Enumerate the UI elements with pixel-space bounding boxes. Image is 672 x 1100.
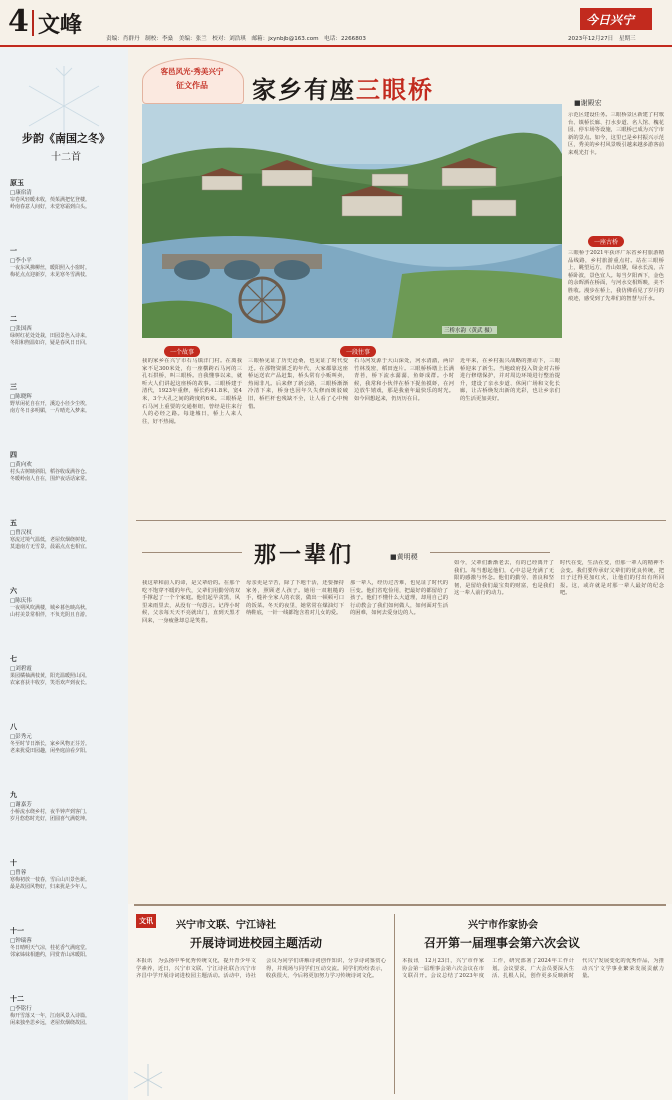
- poem-series-subtitle: 十二首: [51, 152, 81, 163]
- poem-line: 冬阳和煦温如许，疑是春风日日回。: [10, 340, 91, 346]
- feature-author: ■谢殿宏: [574, 99, 602, 107]
- poem-line: 岁月悠悠时光好，团圆喜气满乾坤。: [10, 816, 91, 822]
- news-left-title-2: 开展诗词进校园主题活动: [190, 936, 323, 950]
- photo-caption: 三桥水韵（黄武 摄）: [444, 328, 496, 334]
- feature-badge-3: 一段往事: [340, 346, 376, 357]
- poem-author: □钟瑞蓉: [10, 938, 32, 944]
- poem-number: 六: [10, 587, 17, 595]
- poem-line: 山村美景常相伴，不负光阴且自游。: [10, 612, 91, 618]
- page-title: 文峰: [38, 13, 83, 38]
- banner-line1: 客邑风光·秀美兴宁: [160, 67, 224, 76]
- essay-title-rule-left: [142, 552, 242, 553]
- essay-col-1: 我这辈和前人的命，是父辈给的。在那个吃不饱穿不暖的年代，父辈们用勤劳的双手撑起了一个个家庭。他们起早贪黑，风里来雨里去，从没有一句怨言。记得小时候，父亲每天天不亮就出门，直到天黑才回来，一身疲惫却总是笑着。: [142, 580, 240, 624]
- poem-author: □谢嘉芳: [10, 802, 32, 808]
- poem-number: 七: [10, 655, 17, 663]
- news-top-rule: [134, 904, 666, 906]
- poem-number: 九: [10, 791, 17, 799]
- poem-number: 原玉: [10, 179, 24, 187]
- poem-line: 莫道南方无雪景，晨霜点点也相宜。: [10, 544, 91, 550]
- snowflake-icon: [128, 1060, 168, 1100]
- poem-number: 十: [10, 859, 17, 867]
- news-left-title-1: 兴宁市文联、宁江诗社: [176, 920, 276, 931]
- poem-line: 村头古树映斜阳，稻谷收成满谷仓。: [10, 469, 91, 475]
- feature-right-text: 示范区建设任务。三眼桥景区新建了村歌台、镇桥长廊、打水步道、名人馆、槐花园、停车场等设施，三眼桥已成为兴宁市新的景点。如今，这里已是乡村振兴示范区，秀美的乡村风景吸引越来越多游客前来观光打卡。: [568, 112, 664, 156]
- poem-author: □曾蓉: [10, 870, 27, 876]
- news-right-title-2: 召开第一届理事会第六次会议: [424, 936, 581, 950]
- poem-line: 最是故园风物好，归来犹是少年人。: [10, 884, 91, 890]
- poem-line: 冬日晴明天气凉，桂花香气满庭堂。: [10, 945, 91, 951]
- feature-bottom-rule: [136, 520, 666, 521]
- news-tag: 文讯: [136, 914, 156, 928]
- poem-line: 农家喜获丰收岁，笑语欢声到夜长。: [10, 680, 91, 686]
- poem-author: □康宿清: [10, 190, 32, 196]
- paper-name: 今日兴宁: [586, 13, 635, 27]
- feature-col-3: 石马河发源于大山深处，河水清澈，两岸竹林茂密，稻田连片。三眼桥桥墩上长满青苔，桥下流水潺潺，鱼虾成群。小时候，我常和小伙伴在桥下捉鱼摸虾，在河边放牛嬉戏，那是我童年最快乐的时光。如今回想起来，仍历历在目。: [354, 358, 454, 402]
- feature-badge-1: 一座古桥: [588, 236, 624, 247]
- poem-line: 绿树红花处处栽，田园景色入诗来。: [10, 333, 91, 339]
- masthead-rule: [0, 45, 672, 47]
- masthead-divider: [32, 10, 34, 36]
- news-right-title-1: 兴宁市作家协会: [468, 920, 538, 931]
- poem-line: 一夜朔风吹满楼，城乡暮色映高秋。: [10, 605, 91, 611]
- poem-line: 寒流过境气温低，老屋炊烟绕树枝。: [10, 537, 91, 543]
- poem-line: 岭南春意人间好，未觉寒霜到白头。: [10, 204, 91, 210]
- poem-line: 老来犹爱田园趣，闲坐庭前看夕阳。: [10, 748, 91, 754]
- essay-author: ■黄明稷: [390, 553, 418, 561]
- poem-number: 八: [10, 723, 17, 731]
- poem-author: □陈庆伟: [10, 598, 32, 604]
- poem-line: 一夜东风拂柳丝，暖阳照入小窗时。: [10, 265, 91, 271]
- village-bridge-illustration: [142, 104, 562, 338]
- poem-line: 南方冬日多明媚，一片晴光入梦来。: [10, 408, 91, 414]
- poem-line: 冬暖岭南人自在，围炉夜话话家常。: [10, 476, 91, 482]
- essay-col-5: 时代在变，生活在变，但那一辈人的精神不会变。我们要传承好父辈们的优良传统，把日子过得更加红火，让他们的付出有所回报。这，或许就是对那一辈人最好的纪念吧。: [560, 560, 664, 597]
- feature-col-4: 近年来，在乡村振兴战略的推动下，三眼桥迎来了新生。当地政府投入资金对古桥进行修缮保护，并对周边环境进行整治提升，建设了亲水步道、休闲广场和文化长廊，让古桥焕发出新的光彩，也让乡亲们的生活更加美好。: [460, 358, 560, 402]
- poem-author: □彭秀元: [10, 734, 32, 740]
- feature-title-prefix: 家乡有座: [252, 75, 356, 104]
- news-divider: [394, 914, 395, 1094]
- poem-author: □李铭行: [10, 1006, 32, 1012]
- feature-title: [252, 70, 434, 105]
- poem-author: □陈晓辉: [10, 394, 32, 400]
- essay-col-3: 那一辈人，经历过苦难，也见证了时代的巨变。他们省吃俭用，把最好的都留给了孩子。他们不懂什么大道理，却用自己的行动教会了我们如何做人，如何面对生活的困难，如何去爱身边的人。: [350, 580, 448, 617]
- credits-line: 责编：肖群丹 制校：李燊 美编：张兰 校对：刘浩琪 邮箱：jxynbjb@163.com 电话：2266803: [106, 36, 366, 42]
- feature-badge-2: 一个故事: [164, 346, 200, 357]
- essay-col-2: 母亲更是辛苦，除了下地干活，还要操持家务，照顾老人孩子。她用一双粗糙的手，缝补全家人的衣裳，做出一顿顿可口的饭菜。冬天的夜里，她常常在煤油灯下纳鞋底，一针一线都饱含着对儿女的爱。: [246, 580, 344, 617]
- poem-author: □张国西: [10, 326, 32, 332]
- poem-series-title: 步韵《南国之冬》: [22, 132, 110, 145]
- poem-line: 寒梅初放一枝春，雪后山川景色新。: [10, 877, 91, 883]
- poem-number: 十二: [10, 995, 24, 1003]
- poem-author: □刘碧霞: [10, 666, 32, 672]
- poem-line: 梅开雪落又一年，江南风景入诗篇。: [10, 1013, 91, 1019]
- essay-col-4: 如今，父辈们渐渐老去，有的已经离开了我们。每当想起他们，心中总是充满了无限的感激与怀念。他们的勤劳、善良和坚韧，是留给我们最宝贵的财富，也是我们这一辈人前行的动力。: [454, 560, 554, 597]
- date-line: 2023年12月27日 星期三: [568, 36, 636, 42]
- feature-title-highlight: 三眼桥: [356, 75, 434, 104]
- feature-banner: [142, 58, 242, 102]
- poem-number: 三: [10, 383, 17, 391]
- poem-line: 果园橘柚满枝黄，阳光温暖照山冈。: [10, 673, 91, 679]
- poem-number: 二: [10, 315, 17, 323]
- news-right-text: 本报讯 12月23日，兴宁市作家协会第一届理事会第六次会议在市文联召开。会议总结了2023年度工作，研究部署了2024年工作计划。会议要求，广大会员要深入生活、扎根人民，创作更多反映新时代兴宁发展变化的优秀作品，为推动兴宁文学事业繁荣发展贡献力量。: [402, 958, 664, 980]
- poem-line: 邻家姊妹相邀约，同赏青山沐暖阳。: [10, 952, 91, 958]
- poem-line: 闲来独坐思乡远，老屋炊烟绕故园。: [10, 1020, 91, 1026]
- masthead: [0, 0, 672, 52]
- poem-column: [0, 48, 128, 1100]
- essay-title: 那一辈们: [254, 542, 355, 568]
- news-section: [128, 904, 672, 1100]
- poem-author: □曾汉权: [10, 530, 32, 536]
- poem-author: □李小平: [10, 258, 32, 264]
- poem-line: 野草闲花自在开，溪边小径少尘埃。: [10, 401, 91, 407]
- essay-title-rule-right: [430, 552, 550, 553]
- feature-col-2: 三眼桥见证了历史沧桑，也见证了时代变迁。在那物资匮乏的年代，大家都靠这座桥运送农产品赶集，桥头常有小贩叫卖，热闹非凡。后来修了新公路，三眼桥渐渐冷清下来，桥身也因年久失修而斑驳破旧，桥栏杆也残缺不全，让人看了心中惋惜。: [248, 358, 348, 410]
- feature-right-text-2: 三眼桥于2021年获评广东省乡村旅游精品线路，乡村旅游重点村。站在三眼桥上，眺望远方，青山如黛，绿水长流，古桥卧波，景色宜人。每当夕阳西下，金色的余晖洒在桥面，与河水交相辉映，美不胜收。漫步在桥上，我仿佛看见了岁月的痕迹，感受到了先辈们的智慧与汗水。: [568, 250, 664, 302]
- poem-number: 五: [10, 519, 17, 527]
- banner-line2: 征文作品: [176, 81, 208, 90]
- paper-logo: [580, 8, 652, 30]
- poem-line: 冬至时节日渐长，家乡风物正芬芳。: [10, 741, 91, 747]
- poem-author: □黄向欢: [10, 462, 32, 468]
- poem-number: 一: [10, 247, 17, 255]
- poem-line: 梅花点点迎新岁，未见寒冬雪满枝。: [10, 272, 91, 278]
- poem-line: 小桥流水绕乡村，夜半钟声到客门。: [10, 809, 91, 815]
- feature-photo: [142, 104, 562, 338]
- feature-col-1: 我的家乡在兴宁市石马镇洋门村。在离我家不足300米处，有一座横跨石马河的三孔石拱桥，叫三眼桥。自我懂事以来，就听大人们讲起这座桥的故事。三眼桥建于清代，1923年重修，桥长约41.8米，宽4米，3个大孔之间的跨度约6米。三眼桥是石马河上重要的交通枢纽，曾经是往来行人的必经之路。每逢墟日，桥上人来人往，好不热闹。: [142, 358, 242, 425]
- poem-number: 十一: [10, 927, 24, 935]
- poem-line: 帘卷风轻暖未收，萸茱满把忆登楼。: [10, 197, 91, 203]
- page-number: 4: [8, 4, 29, 39]
- news-left-text: 本报讯 为弘扬中华优秀传统文化，提升青少年文学素养，近日，兴宁市文联、宁江诗社联合兴宁市齐昌中学开展诗词进校园主题活动。活动中，诗社会员为同学们讲解诗词创作知识，分享诗词鉴赏心得，并现场与同学们互动交流。同学们纷纷表示，收获很大，今后将更加努力学习传统诗词文化。: [136, 958, 386, 980]
- poem-number: 四: [10, 451, 17, 459]
